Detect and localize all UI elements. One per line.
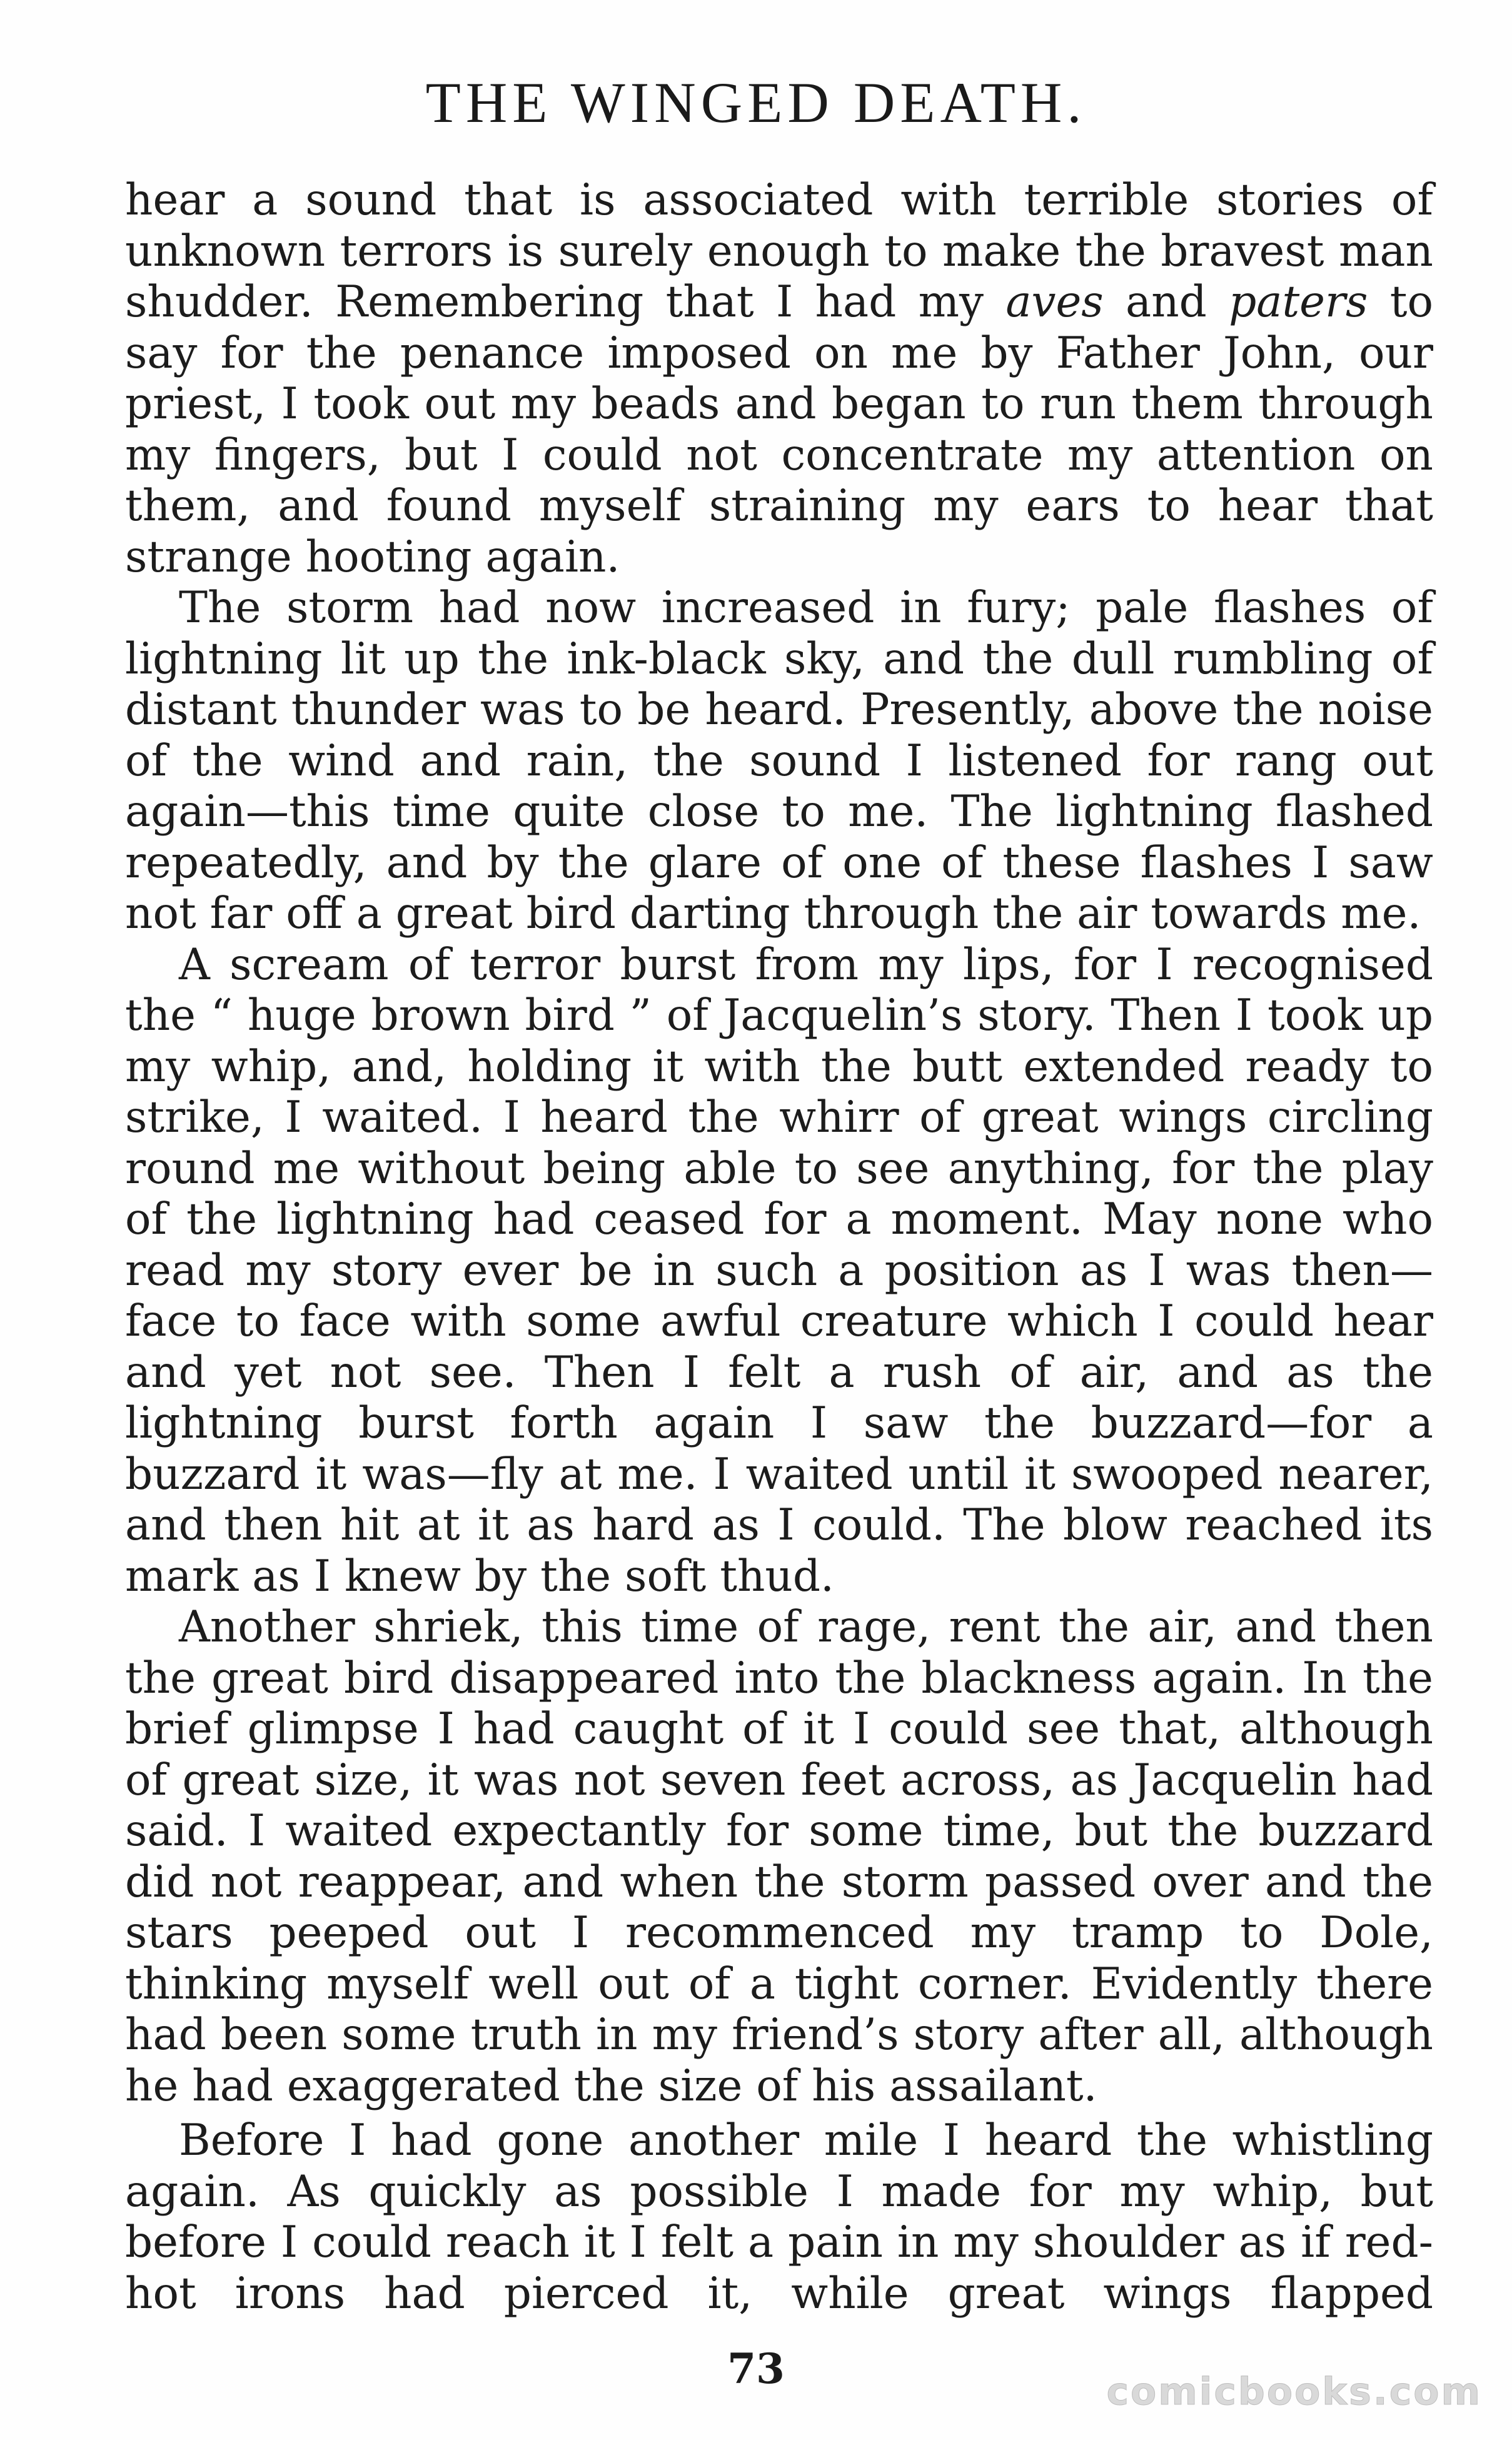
paragraph-1-part-c: to say for the penance imposed on me by Father John, our priest, I took out my beads and began to run them through my fingers, but I could not concentrate my attention on them, and found myself straining my ears to hear that strange hooting again. [125, 277, 1434, 582]
paters-word: paters [1229, 277, 1368, 327]
paragraph-3: A scream of terror burst from my lips, for I recognised the “ huge brown bird ” of Jacquelin’s story. Then I took up my whip, and, holding it with the butt extended ready to strike, I waited. I heard the whirr of great wings circling round me without being able to see anything, for the play of the lightning had ceased for a moment. May none who read my story ever be in such a position as I was then—face to face with some awful creature which I could hear and yet not see. Then I felt a rush of air, and as the lightning burst forth again I saw the buzzard—for a buzzard it was—fly at me. I waited until it swooped nearer, and then hit at it as hard as I could. The blow reached its mark as I knew by the soft thud. [125, 939, 1433, 1601]
paragraph-1-part-b: and [1103, 277, 1229, 327]
paragraph-2: The storm had now increased in fury; pale flashes of lightning lit up the ink-black sky, and the dull rumbling of distant thunder was to be heard. Presently, above the noise of the wind and rain, the sound I listened for rang out again—this time quite close to me. The lightning flashed repeatedly, and by the glare of one of these flashes I saw not far off a great bird darting through the air towards me. [125, 583, 1433, 939]
paragraph-1-part-a: hear a sound that is associated with terrible stories of unknown terrors is surely enough to make the bravest man shudder. Remembering that I had my [125, 175, 1433, 327]
watermark: comicbooks.com [1106, 2370, 1482, 2414]
paragraph-1 [125, 175, 1433, 583]
paragraph-4: Another shriek, this time of rage, rent the air, and then the great bird disappeared into the blackness again. In the brief glimpse I had caught of it I could see that, although of great size, it was not seven feet across, as Jacquelin had said. I waited expectantly for some time, but the buzzard did not reappear, and when the storm passed over and the stars peeped out I recommenced my tramp to Dole, thinking myself well out of a tight corner. Evidently there had been some truth in my friend’s story after all, although he had exaggerated the size of his assailant. [125, 1602, 1433, 2111]
body-text [125, 175, 1433, 2319]
page-number: 73 [727, 2344, 785, 2393]
paragraph-5: Before I had gone another mile I heard the whistling again. As quickly as possible I made for my whip, but before I could reach it I felt a pain in my shoulder as if red-hot irons had pierced it, while great wings flapped [125, 2115, 1433, 2319]
running-title: THE WINGED DEATH. [425, 71, 1087, 134]
aves-word: aves [1005, 277, 1104, 327]
